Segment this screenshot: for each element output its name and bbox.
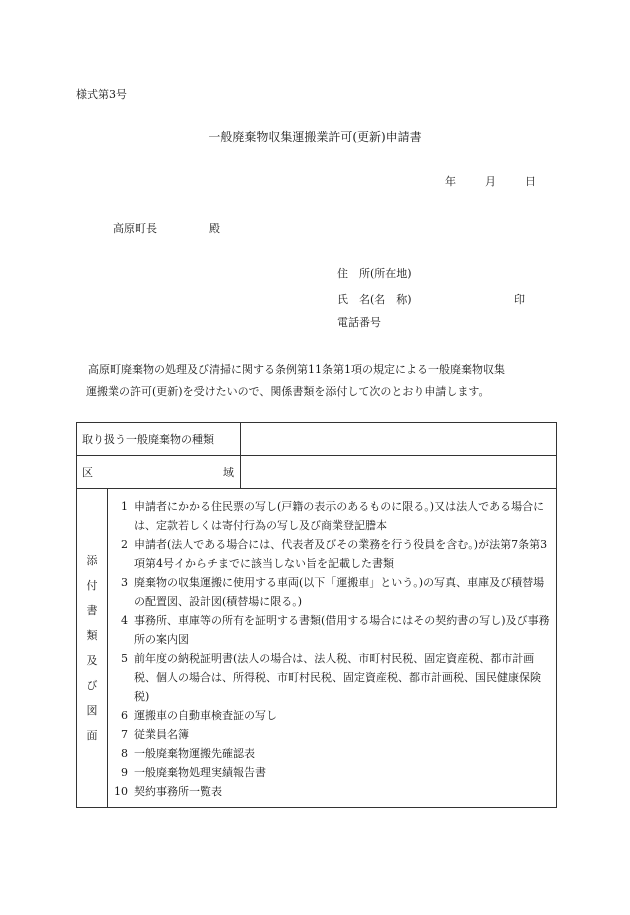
attachment-text: 一般廃棄物運搬先確認表 <box>134 747 255 760</box>
attachment-number: 1 <box>121 500 128 513</box>
attachment-item <box>112 649 550 706</box>
attachment-number: 8 <box>121 747 128 760</box>
area-label-char-1: 区 <box>82 466 93 479</box>
attachments-label-char: 添 <box>86 554 98 567</box>
attachments-label-char: 書 <box>86 604 98 617</box>
area-label <box>77 456 241 489</box>
attachments-label <box>77 489 108 808</box>
addressee-honorific: 殿 <box>209 222 220 235</box>
attachments-label-char: 類 <box>86 629 98 642</box>
attachment-item <box>112 497 550 535</box>
attachments-label-char: 及 <box>86 654 98 667</box>
attachment-text: 申請者にかかる住民票の写し(戸籍の表示のあるものに限る。)又は法人である場合には、定款若しくは寄付行為の写し及び商業登記謄本 <box>134 500 545 532</box>
attachments-row <box>77 489 557 808</box>
waste-type-field[interactable] <box>241 423 557 456</box>
attachment-item <box>112 725 550 744</box>
applicant-address-label: 住 所(所在地) <box>337 267 412 280</box>
form-number: 様式第3号 <box>76 88 127 101</box>
attachment-item <box>112 535 550 573</box>
date-day: 日 <box>525 175 536 188</box>
attachment-item <box>112 744 550 763</box>
area-row <box>77 456 557 489</box>
attachment-number: 9 <box>121 766 128 779</box>
attachment-number: 5 <box>121 652 128 665</box>
attachments-label-char: び <box>86 679 98 692</box>
date-year: 年 <box>445 175 456 188</box>
attachments-label-char: 面 <box>86 729 98 742</box>
area-label-char-2: 域 <box>223 466 234 479</box>
attachment-text: 事務所、車庫等の所有を証明する書類(借用する場合にはその契約書の写し)及び事務所の案内図 <box>134 614 550 646</box>
application-statement <box>88 359 558 403</box>
statement-line-1: 高原町廃棄物の処理及び清掃に関する条例第11条第1項の規定による一般廃棄物収集 <box>88 363 505 376</box>
date-month: 月 <box>485 175 496 188</box>
date-line <box>445 173 536 189</box>
attachments-label-text <box>85 548 99 748</box>
applicant-name-label: 氏 名(名 称) <box>337 293 412 306</box>
attachment-text: 運搬車の自動車検査証の写し <box>134 709 277 722</box>
attachment-number: 2 <box>121 538 128 551</box>
area-field[interactable] <box>241 456 557 489</box>
attachment-text: 従業員名簿 <box>134 728 189 741</box>
attachment-number: 6 <box>121 709 128 722</box>
attachment-item <box>112 611 550 649</box>
attachment-number: 7 <box>121 728 128 741</box>
attachments-label-char: 付 <box>86 579 98 592</box>
attachment-item <box>112 763 550 782</box>
attachment-item <box>112 706 550 725</box>
attachment-text: 申請者(法人である場合には、代表者及びその業務を行う役員を含む。)が法第7条第3項第4号イからチまでに該当しない旨を記載した書類 <box>134 538 548 570</box>
attachments-label-char: 図 <box>86 704 98 717</box>
attachment-text: 契約事務所一覧表 <box>134 785 222 798</box>
attachment-number: 10 <box>114 785 128 798</box>
attachment-text: 前年度の納税証明書(法人の場合は、法人税、市町村民税、固定資産税、都市計画税、個人の場合は、所得税、市町村民税、固定資産税、都市計画税、国民健康保険税) <box>134 652 541 703</box>
addressee-name: 高原町長 <box>113 222 157 235</box>
attachment-text: 廃棄物の収集運搬に使用する車両(以下「運搬車」という。)の写真、車庫及び積替場の配置図、設計図(積替場に限る。) <box>134 576 545 608</box>
applicant-phone-label: 電話番号 <box>337 316 381 329</box>
attachment-number: 4 <box>121 614 128 627</box>
document-title: 一般廃棄物収集運搬業許可(更新)申請書 <box>208 130 422 144</box>
attachment-number: 3 <box>121 576 128 589</box>
attachments-list <box>108 489 557 808</box>
attachment-text: 一般廃棄物処理実績報告書 <box>134 766 266 779</box>
attachment-item <box>112 573 550 611</box>
waste-type-row <box>77 423 557 456</box>
application-table <box>76 422 557 808</box>
waste-type-label: 取り扱う一般廃棄物の種類 <box>77 423 241 456</box>
attachment-item <box>112 782 550 801</box>
statement-line-2: 運搬業の許可(更新)を受けたいので、関係書類を添付して次のとおり申請します。 <box>86 385 490 398</box>
seal-mark: 印 <box>514 293 525 306</box>
addressee <box>113 220 220 236</box>
